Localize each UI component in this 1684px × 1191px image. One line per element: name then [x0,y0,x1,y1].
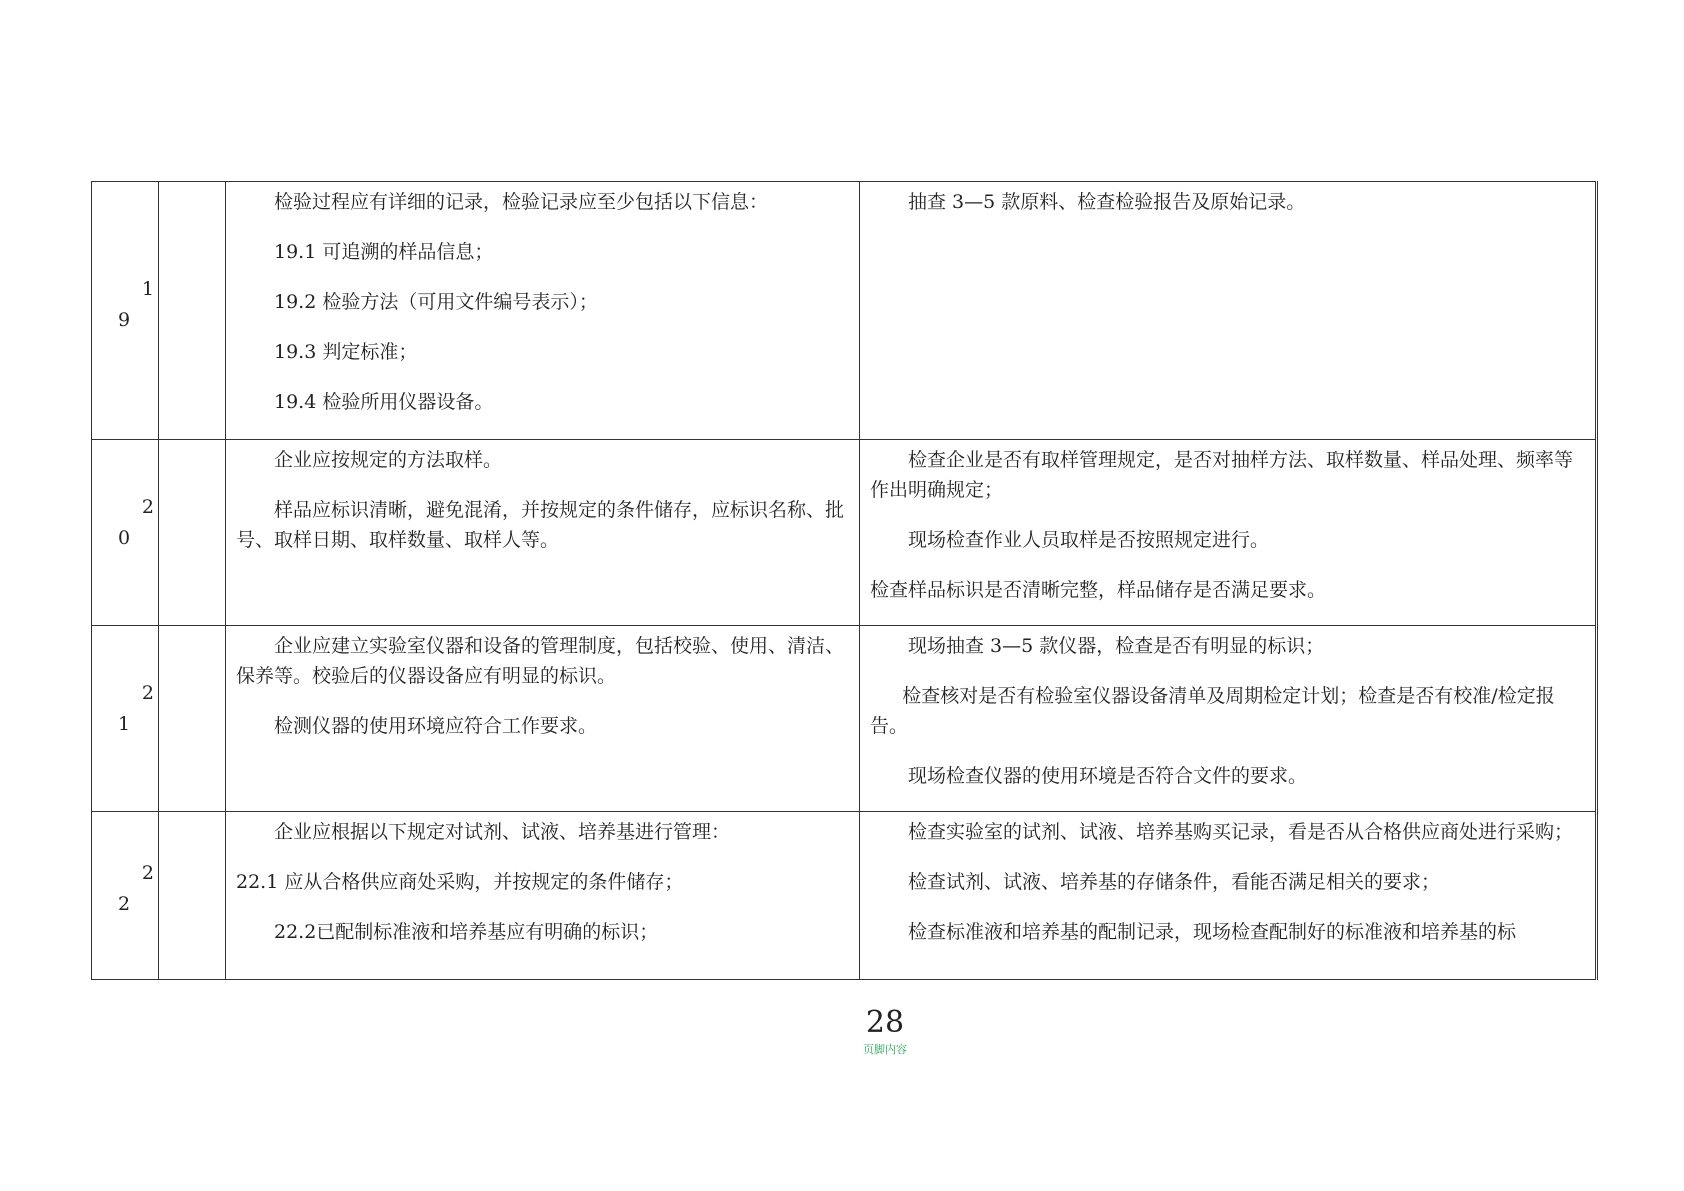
check-text: 检查试剂、试液、培养基的存储条件，看能否满足相关的要求； [908,871,1441,893]
row-number-digit: 2 [141,496,154,518]
check-method-cell [860,812,1597,980]
requirement-text: 22.1 应从合格供应商处采购，并按规定的条件储存； [236,871,684,893]
empty-cell [159,812,226,980]
requirement-cell [226,812,860,980]
requirement-text: 19.2 检验方法（可用文件编号表示）； [274,291,598,313]
requirement-cell [226,440,860,626]
empty-cell [159,626,226,812]
row-number-digit: 2 [141,862,154,884]
check-text: 检查企业是否有取样管理规定，是否对抽样方法、取样数量、样品处理、频率等作出明确规定； [870,449,1574,501]
row-number-digit: 1 [118,713,131,735]
requirement-text: 企业应根据以下规定对试剂、试液、培养基进行管理： [274,821,731,843]
row-number-digit: 2 [141,682,154,704]
footer-note: 页脚内容 [863,1043,907,1056]
row-number-digit: 0 [118,527,131,549]
check-text: 现场检查作业人员取样是否按照规定进行。 [908,529,1270,551]
requirement-text: 样品应标识清晰，避免混淆，并按规定的条件储存，应标识名称、批号、取样日期、取样数量、取样人等。 [236,499,845,551]
requirement-text: 19.1 可追溯的样品信息； [274,241,494,263]
requirement-text: 企业应建立实验室仪器和设备的管理制度，包括校验、使用、清洁、保养等。校验后的仪器设备应有明显的标识。 [236,635,845,687]
check-text: 检查样品标识是否清晰完整，样品储存是否满足要求。 [870,579,1327,601]
check-text: 现场抽查 3—5 款仪器，检查是否有明显的标识； [908,635,1325,657]
check-method-cell [860,440,1597,626]
row-number-cell [92,626,159,812]
check-method-cell [860,182,1597,440]
requirement-cell [226,626,860,812]
table-row [92,440,1597,626]
table-row [92,812,1597,980]
inspection-table [91,181,1598,980]
table-row [92,182,1597,440]
check-method-cell [860,626,1597,812]
row-number-digit: 2 [118,893,131,915]
row-number-cell [92,812,159,980]
requirement-text: 19.3 判定标准； [274,341,418,363]
check-text: 检查标准液和培养基的配制记录，现场检查配制好的标准液和培养基的标 [908,921,1517,943]
requirement-cell [226,182,860,440]
check-text: 检查实验室的试剂、试液、培养基购买记录，看是否从合格供应商处进行采购； [908,821,1574,843]
table-row [92,626,1597,812]
row-number-cell [92,440,159,626]
empty-cell [159,182,226,440]
empty-cell [159,440,226,626]
page-number: 28 [865,1005,905,1040]
requirement-text: 19.4 检验所用仪器设备。 [274,391,494,413]
row-number-cell [92,182,159,440]
check-text: 现场检查仪器的使用环境是否符合文件的要求。 [908,765,1308,787]
check-text: 抽查 3—5 款原料、检查检验报告及原始记录。 [908,191,1306,213]
requirement-text: 22.2已配制标准液和培养基应有明确的标识； [274,921,659,943]
requirement-text: 企业应按规定的方法取样。 [274,449,503,471]
row-number-digit: 9 [118,309,131,331]
row-number-digit: 1 [141,278,154,300]
check-text: 检查核对是否有检验室仪器设备清单及周期检定计划；检查是否有校准/检定报告。 [870,685,1555,737]
requirement-text: 检测仪器的使用环境应符合工作要求。 [274,715,598,737]
requirement-text: 检验过程应有详细的记录，检验记录应至少包括以下信息： [274,191,769,213]
